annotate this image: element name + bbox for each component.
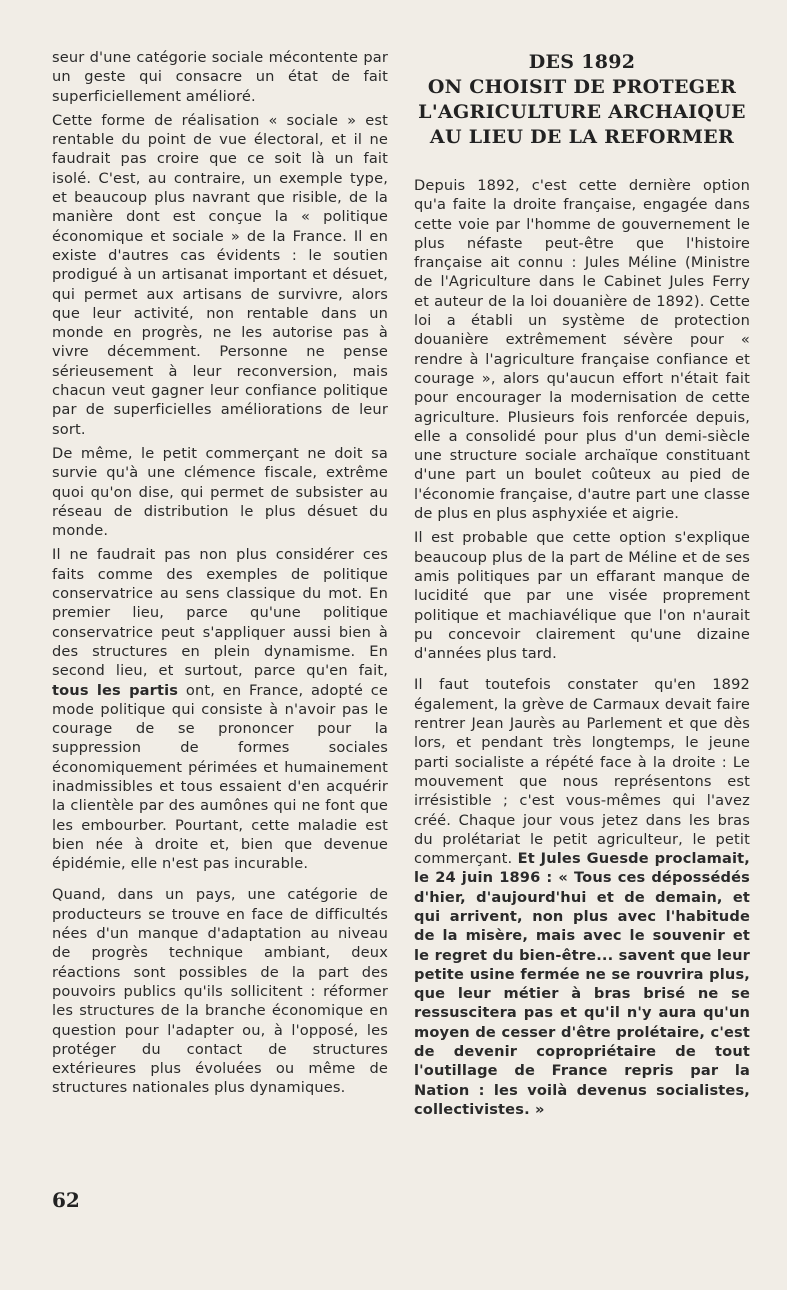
paragraph-left-1: seur d'une catégorie sociale mécontente par un geste qui consacre un état de fait superficiellement amélioré. <box>52 49 388 105</box>
paragraph-left-4-text-a: Il ne faudrait pas non plus considérer ces faits comme des exemples de politique conservatrice au sens classique du mot. En premier lieu, parce qu'une politique conservatrice peut s'appliquer aussi bien à des structures en plein dynamisme. En second lieu, et surtout, parce qu'en fait, <box>52 546 388 680</box>
paragraph-right-3 <box>414 675 750 1119</box>
guesde-quote: Et Jules Guesde proclamait, le 24 juin 1896 : « Tous ces dépossédés d'hier, d'aujourd'hui et de demain, et qui arrivent, non plus avec l'habitude de la misère, mais avec le souvenir et le regret du bien-être... savent que leur petite usine fermée ne se rouvrira plus, que leur métier à bras brisé ne se ressuscitera pas et qu'il n'y aura qu'un moyen de cesser d'être prolétaire, c'est de devenir copropriétaire de tout l'outillage de France repris par la Nation : les voilà devenus socialistes, collectivistes. » <box>414 850 750 1118</box>
paragraph-right-2: Il est probable que cette option s'explique beaucoup plus de la part de Méline et de ses amis politiques par un effarant manque de lucidité que par une visée proprement politique et machiavélique que l'on n'aurait pu concevoir clairement qu'une dizaine d'années plus tard. <box>414 529 750 663</box>
left-column <box>52 48 388 1103</box>
paragraph-left-2: Cette forme de réalisation « sociale » est rentable du point de vue électoral, et il ne faudrait pas croire que ce soit là un fait isolé. C'est, au contraire, un exemple type, et beaucoup plus navrant que risible, de la manière dont est conçue la « politique économique et sociale » de la France. Il en existe d'autres cas évidents : le soutien prodigué à un artisanat important et désuet, qui permet aux artisans de survivre, alors que leur activité, non rentable dans un monde en progrès, ne les autorise pas à vivre décemment. Personne ne pense sérieusement à leur reconversion, mais chacun veut gagner leur confiance politique par de superficielles améliorations de leur sort. <box>52 111 388 438</box>
title-line-2: ON CHOISIT DE PROTEGER <box>427 76 737 98</box>
paragraph-left-3: De même, le petit commerçant ne doit sa survie qu'à une clémence fiscale, extrême quoi qu'on dise, qui permet de subsister au réseau de distribution le plus désuet du monde. <box>52 444 388 540</box>
section-title <box>414 50 750 150</box>
paragraph-left-4-text-b: ont, en France, adopté ce mode politique qui consiste à n'avoir pas le courage de se prononcer pour la suppression de formes sociales économiquement périmées et humainement inadmissibles et tous essaient d'en acquérir la clientèle par des aumônes qui ne font que les embourber. Pourtant, cette maladie est bien née à droite et, bien que devenue épidémie, elle n'est pas incurable. <box>52 681 389 873</box>
paragraph-right-3-text: Il faut toutefois constater qu'en 1892 également, la grève de Carmaux devait faire rentrer Jean Jaurès au Parlement et que dès lors, et pendant très longtemps, le jeune parti socialiste a répété face à la droite : Le mouvement que nous représentons est irrésistible ; c'est vous-mêmes qui l'avez créé. Chaque jour vous jetez dans les bras du prolétariat le petit agriculteur, le petit commerçant. <box>414 676 750 868</box>
paragraph-left-5: Quand, dans un pays, une catégorie de producteurs se trouve en face de difficultés nées d'un manque d'adaptation au niveau de progrès technique ambiant, deux réactions sont possibles de la part des pouvoirs publics qu'ils sollicitent : réformer les structures de la branche économique en question pour l'adapter ou, à l'opposé, les protéger du contact de structures extérieures plus évoluées ou même de structures nationales plus dynamiques. <box>52 886 388 1097</box>
right-column <box>414 176 750 1124</box>
title-line-1: DES 1892 <box>528 51 636 73</box>
emphasis-all-parties: tous les partis <box>52 681 179 699</box>
paragraph-left-4 <box>52 545 388 873</box>
title-line-4: AU LIEU DE LA REFORMER <box>429 126 735 148</box>
title-line-3: L'AGRICULTURE ARCHAIQUE <box>418 101 746 123</box>
page-number: 62 <box>52 1188 80 1212</box>
paragraph-right-1: Depuis 1892, c'est cette dernière option qu'a faite la droite française, engagée dans cette voie par l'homme de gouvernement le plus néfaste peut-être que l'histoire française ait connu : Jules Méline (Ministre de l'Agriculture dans le Cabinet Jules Ferry et auteur de la loi douanière de 1892). Cette loi a établi un système de protection douanière extrêmement sévère pour « rendre à l'agriculture française confiance et courage », alors qu'aucun effort n'était fait pour encourager la modernisation de cette agriculture. Plusieurs fois renforcée depuis, elle a consolidé pour plus d'un demi-siècle une structure sociale archaïque constituant d'une part un boulet coûteux au pied de l'économie française, d'autre part une classe de plus en plus asphyxiée et aigrie. <box>414 177 750 523</box>
